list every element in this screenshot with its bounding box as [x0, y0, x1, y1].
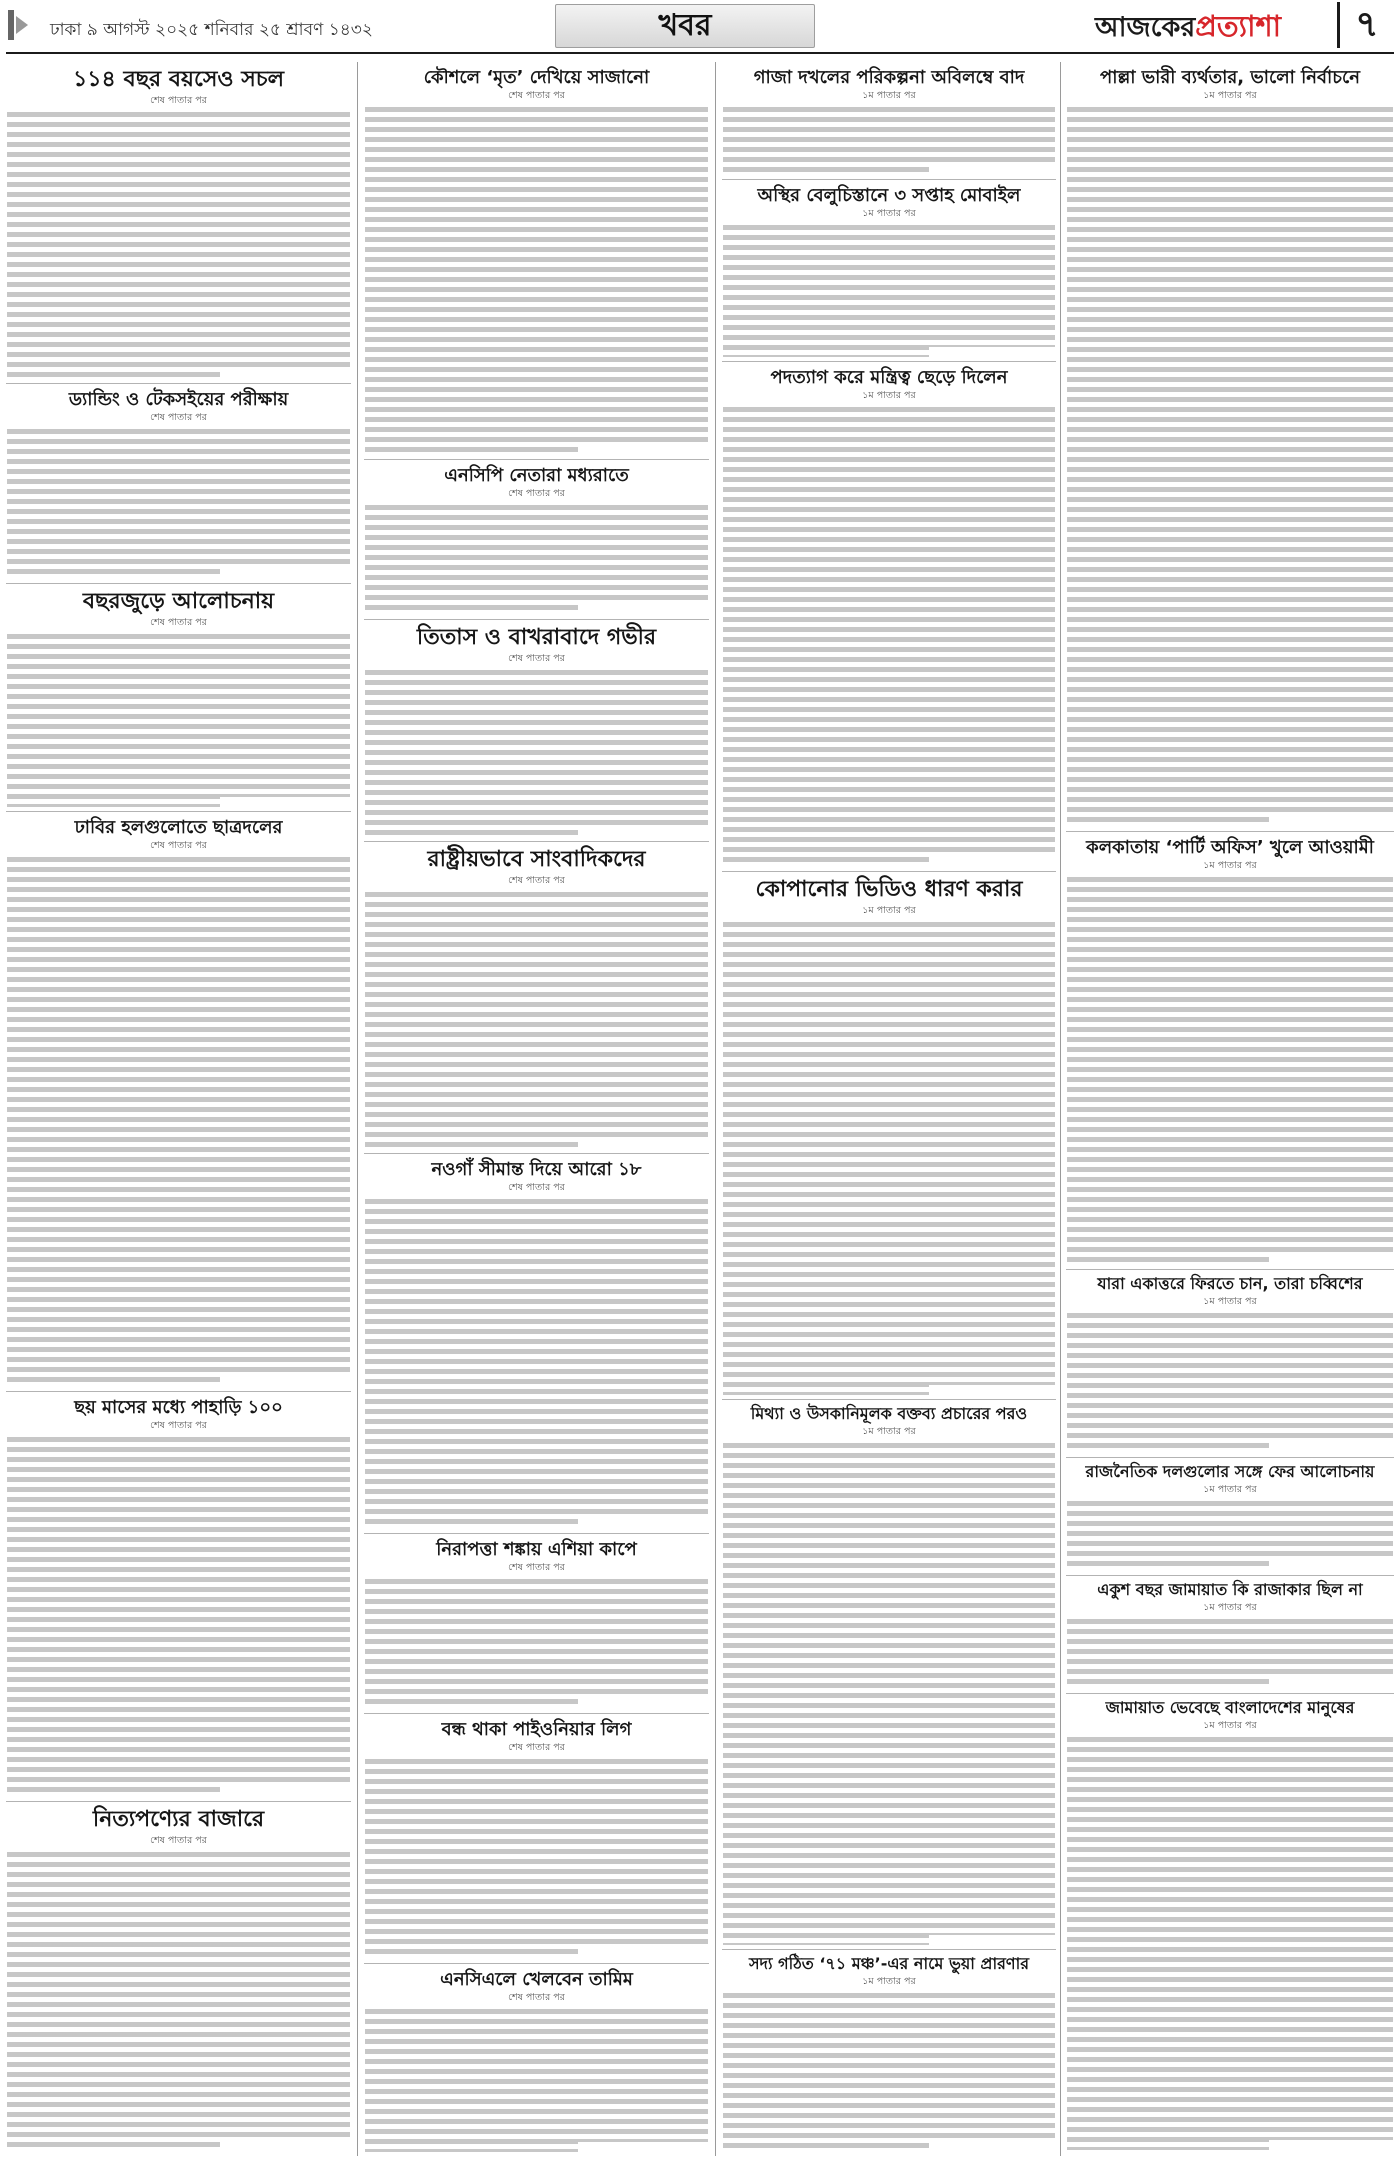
masthead — [0, 0, 1400, 54]
article-jump-line: ১ম পাতার পর — [862, 1425, 916, 1437]
article-body — [1067, 1313, 1393, 1453]
article-headline: একুশ বছর জামায়াত কি রাজাকার ছিল না — [1097, 1580, 1363, 1599]
article-body — [7, 857, 350, 1387]
article-body — [365, 107, 708, 455]
article-jump-line: শেষ পাতার পর — [508, 488, 565, 500]
article-jump-line: শেষ পাতার পর — [150, 840, 207, 852]
article — [1066, 1576, 1394, 1694]
article-body — [1067, 1737, 1393, 2150]
article-headline: যারা একাত্তরে ফিরতে চান, তারা চব্বিশের — [1097, 1274, 1363, 1293]
article-headline: সদ্য গঠিত ‘৭১ মঞ্চ’-এর নামে ভুয়া প্রারণার — [748, 1954, 1030, 1973]
article-headline: তিতাস ও বাখরাবাদে গভীর — [416, 625, 657, 650]
column-divider — [1060, 62, 1061, 2156]
article-jump-line: শেষ পাতার পর — [508, 652, 565, 664]
article-headline: রাষ্ট্রীয়ভাবে সাংবাদিকদের — [427, 847, 646, 872]
article — [722, 180, 1056, 362]
article — [722, 1950, 1056, 2156]
article-jump-line: শেষ পাতার পর — [150, 616, 207, 628]
column-3 — [722, 62, 1056, 2156]
article — [722, 362, 1056, 872]
article — [1066, 832, 1394, 1270]
column-2 — [364, 62, 709, 2156]
article — [364, 842, 709, 1154]
article-body — [365, 892, 708, 1149]
article-headline: এনসিপি নেতারা মধ্যরাতে — [444, 465, 629, 486]
article-headline: নিরাপত্তা শঙ্কায় এশিয়া কাপে — [436, 1539, 637, 1560]
article-jump-line: শেষ পাতার পর — [508, 1562, 565, 1574]
article — [6, 1392, 351, 1802]
article-body — [1067, 1501, 1393, 1571]
article — [1066, 1270, 1394, 1458]
article-jump-line: ১ম পাতার পর — [862, 90, 916, 102]
article — [6, 1802, 351, 2156]
article-jump-line: ১ম পাতার পর — [862, 208, 916, 220]
article-jump-line: শেষ পাতার পর — [508, 1182, 565, 1194]
column-divider — [715, 62, 716, 2156]
article-jump-line: শেষ পাতার পর — [508, 90, 565, 102]
article-headline: কোপানোর ভিডিও ধারণ করার — [755, 877, 1023, 902]
article-headline: অস্থির বেলুচিস্তানে ৩ সপ্তাহ মোবাইল — [757, 185, 1021, 206]
article — [1066, 1694, 1394, 2154]
article-headline: নিত্যপণ্যের বাজারে — [92, 1807, 265, 1832]
article-jump-line: শেষ পাতার পর — [508, 1742, 565, 1754]
article-headline: ১১৪ বছর বয়সেও সচল — [72, 67, 285, 92]
article-body — [723, 107, 1055, 175]
article-body — [7, 429, 350, 579]
newspaper-logo — [1095, 4, 1327, 46]
article-jump-line: ১ম পাতার পর — [862, 1975, 916, 1987]
article-jump-line: ১ম পাতার পর — [1203, 860, 1257, 872]
article — [364, 1534, 709, 1714]
logo-part1: আজকের — [1095, 12, 1196, 43]
article — [364, 62, 709, 460]
article — [6, 812, 351, 1392]
article — [6, 584, 351, 812]
column-4 — [1066, 62, 1394, 2156]
article-headline: রাজনৈতিক দলগুলোর সঙ্গে ফের আলোচনায় — [1085, 1462, 1375, 1481]
article — [6, 384, 351, 584]
article-body — [1067, 877, 1393, 1265]
column-divider — [357, 62, 358, 2156]
article-headline: ছয় মাসের মধ্যে পাহাড়ি ১০০ — [74, 1397, 283, 1418]
article-body — [723, 407, 1055, 867]
article — [364, 1964, 709, 2156]
article-body — [7, 112, 350, 379]
section-title: খবর — [555, 4, 815, 48]
article-headline: জামায়াত ভেবেছে বাংলাদেশের মানুষের — [1105, 1698, 1355, 1717]
article — [364, 1714, 709, 1964]
article-headline: বন্ধ থাকা পাইওনিয়ার লিগ — [441, 1719, 632, 1740]
masthead-rule — [6, 52, 1394, 54]
article — [364, 1154, 709, 1534]
article-body — [365, 1579, 708, 1709]
article — [722, 872, 1056, 1400]
article-headline: এনসিএলে খেলবেন তামিম — [440, 1969, 633, 1990]
article-jump-line: শেষ পাতার পর — [150, 1834, 207, 1846]
article-headline: মিথ্যা ও উসকানিমূলক বক্তব্য প্রচারের পরও — [750, 1404, 1028, 1423]
page-marker-icon — [8, 10, 28, 40]
article-body — [1067, 1619, 1393, 1689]
article-jump-line: ১ম পাতার পর — [1203, 90, 1257, 102]
article-body — [365, 2009, 708, 2152]
article-jump-line: শেষ পাতার পর — [150, 412, 207, 424]
article-body — [7, 1852, 350, 2152]
article-headline: গাজা দখলের পরিকল্পনা অবিলম্বে বাদ — [753, 67, 1025, 88]
article-jump-line: ১ম পাতার পর — [862, 390, 916, 402]
article — [364, 620, 709, 842]
article-jump-line: ১ম পাতার পর — [1203, 1719, 1257, 1731]
article-headline: নওগাঁ সীমান্ত দিয়ে আরো ১৮ — [431, 1159, 642, 1180]
article-body — [7, 634, 350, 807]
article-jump-line: শেষ পাতার পর — [150, 94, 207, 106]
article — [1066, 62, 1394, 832]
article-headline: কৌশলে ‘মৃত’ দেখিয়ে সাজানো — [423, 67, 650, 88]
article-headline: ড্যান্ডিং ও টেকসইয়ের পরীক্ষায় — [68, 389, 289, 410]
article — [722, 62, 1056, 180]
article-body — [723, 1993, 1055, 2152]
article-jump-line: ১ম পাতার পর — [1203, 1601, 1257, 1613]
column-1 — [6, 62, 351, 2156]
article-body — [723, 922, 1055, 1395]
article-jump-line: ১ম পাতার পর — [862, 904, 916, 916]
article — [364, 460, 709, 620]
article-body — [723, 225, 1055, 357]
page-number: ৭ — [1337, 2, 1394, 48]
article-headline: কলকাতায় ‘পার্টি অফিস’ খুলে আওয়ামী — [1086, 837, 1374, 858]
article-body — [365, 505, 708, 615]
article — [722, 1400, 1056, 1950]
article-body — [365, 1199, 708, 1529]
article-jump-line: শেষ পাতার পর — [150, 1420, 207, 1432]
article-headline: বছরজুড়ে আলোচনায় — [82, 589, 275, 614]
article — [1066, 1458, 1394, 1576]
article-jump-line: শেষ পাতার পর — [508, 874, 565, 886]
article-headline: পাল্লা ভারী ব্যর্থতার, ভালো নির্বাচনে — [1100, 67, 1360, 88]
article-body — [723, 1443, 1055, 1945]
article-headline: পদত্যাগ করে মন্ত্রিত্ব ছেড়ে দিলেন — [770, 367, 1008, 388]
article-jump-line: শেষ পাতার পর — [508, 1992, 565, 2004]
article-jump-line: ১ম পাতার পর — [1203, 1295, 1257, 1307]
article-headline: ঢাবির হলগুলোতে ছাত্রদলের — [74, 817, 283, 838]
logo-part2: প্রত্যাশা — [1195, 9, 1282, 43]
article-jump-line: ১ম পাতার পর — [1203, 1483, 1257, 1495]
article-body — [1067, 107, 1393, 827]
article-body — [365, 1759, 708, 1959]
article-body — [365, 670, 708, 837]
article — [6, 62, 351, 384]
date-line: ঢাকা ৯ আগস্ট ২০২৫ শনিবার ২৫ শ্রাবণ ১৪৩২ — [50, 20, 373, 40]
article-body — [7, 1437, 350, 1797]
